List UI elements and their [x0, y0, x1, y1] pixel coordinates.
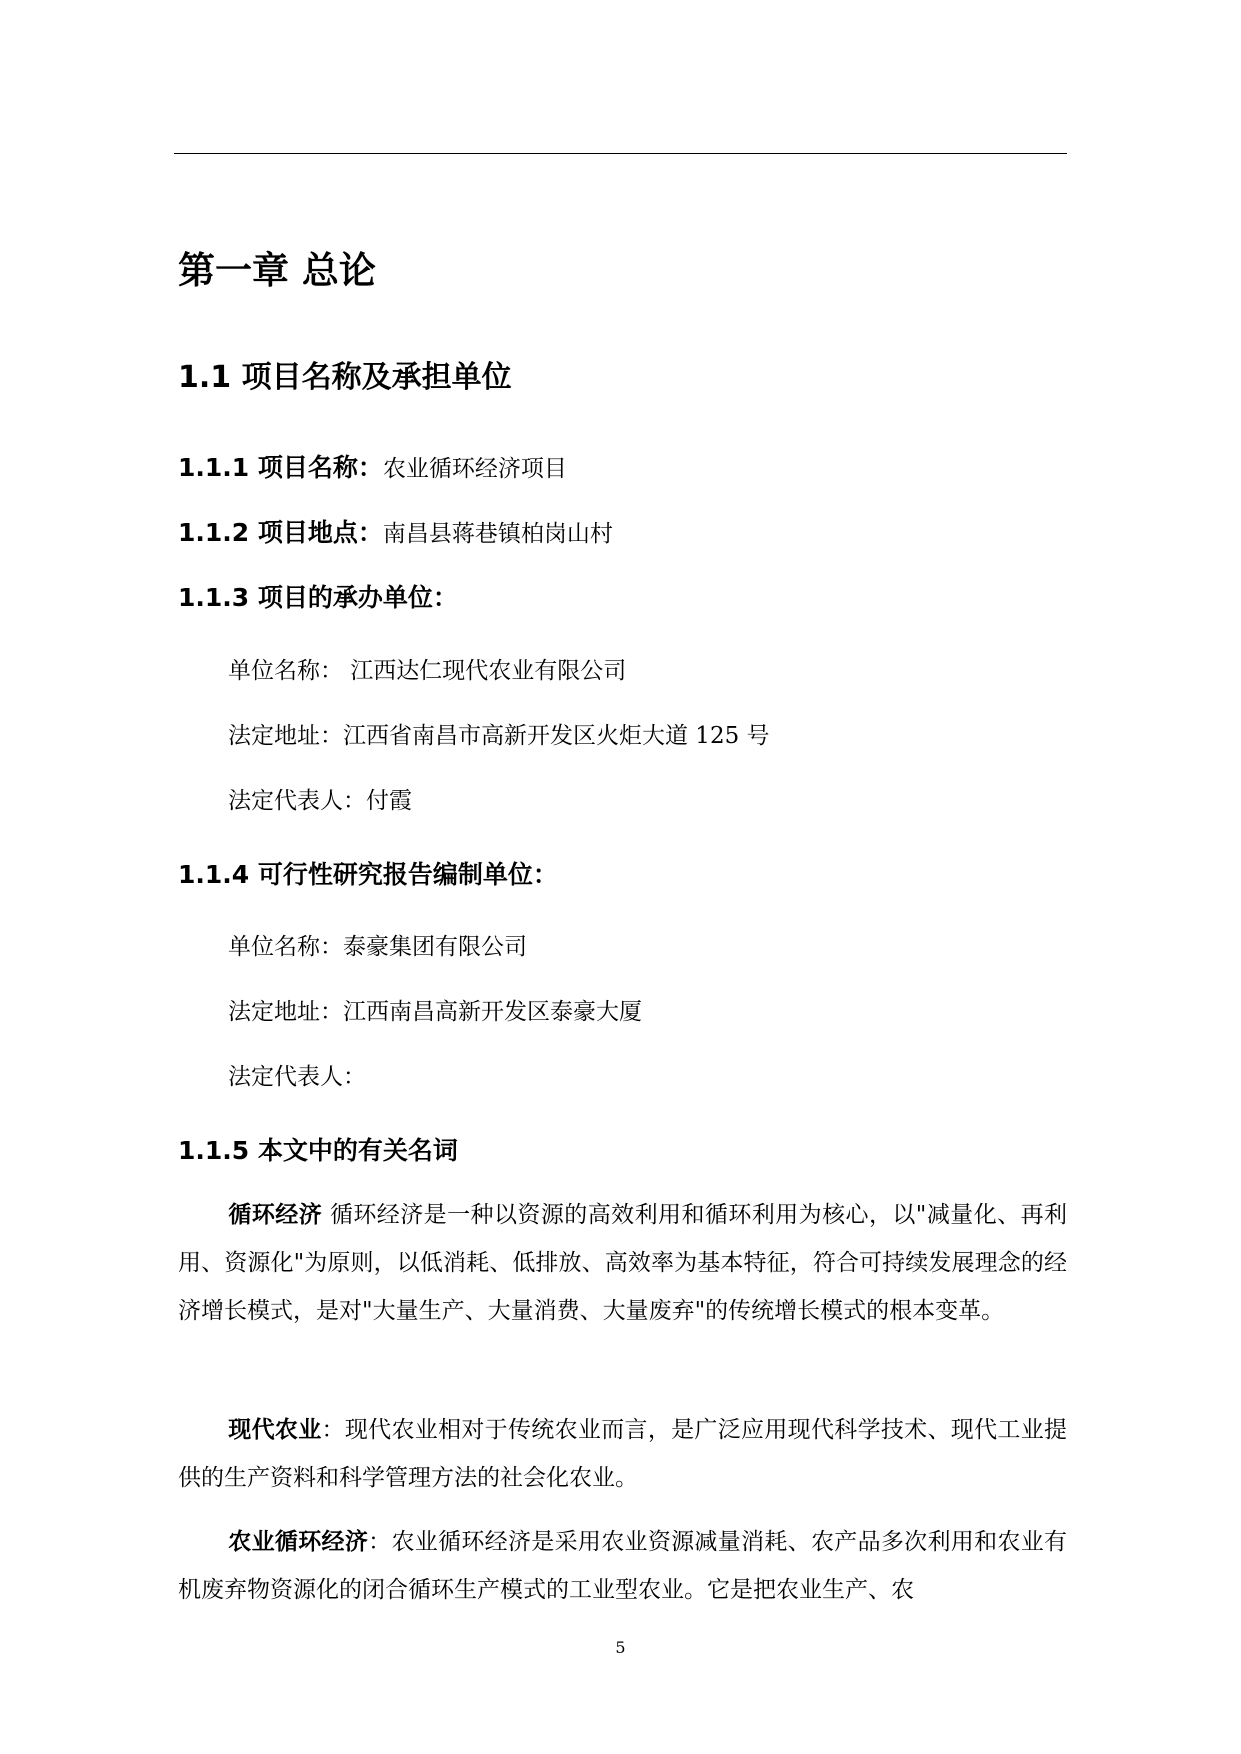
- term-paragraph-circular-economy: [178, 1191, 1067, 1335]
- term-paragraph-agri-circular-economy: 农业循环经济：农业循环经济是采用农业资源减量消耗、农产品多次利用和农业有机废弃物资源化的闭合循环生产模式的工业型农业。它是把农业生产、农: [178, 1529, 1068, 1603]
- term-paragraph-modern-agriculture: 现代农业：现代农业相对于传统农业而言，是广泛应用现代科学技术、现代工业提供的生产资料和科学管理方法的社会化农业。: [178, 1417, 1068, 1491]
- page-number: 5: [615, 1638, 626, 1657]
- term-label: 农业循环经济: [228, 1529, 369, 1555]
- compiler-name: 单位名称：泰豪集团有限公司: [228, 934, 527, 960]
- subsection-1-1-1: [178, 448, 567, 484]
- compiler-representative: 法定代表人：: [228, 1064, 366, 1090]
- term-definition: 农业循环经济是采用农业资源减量消耗、农产品多次利用和农业有机废弃物资源化的闭合循环生产模式的工业型农业。它是把农业生产、农: [178, 1529, 1068, 1603]
- project-name-value: 农业循环经济项目: [382, 456, 567, 482]
- compiler-address: 法定地址：江西南昌高新开发区泰豪大厦: [228, 999, 642, 1025]
- undertaker-representative: 法定代表人：付霞: [228, 788, 412, 814]
- subsection-heading: 1.1.1 项目名称：: [178, 453, 383, 482]
- undertaker-name: 单位名称： 江西达仁现代农业有限公司: [228, 658, 627, 684]
- undertaker-address: 法定地址：江西省南昌市高新开发区火炬大道 125 号: [228, 723, 770, 749]
- project-location-value: 南昌县蒋巷镇柏岗山村: [382, 521, 613, 547]
- header-rule: [174, 153, 1067, 154]
- term-definition: 现代农业相对于传统农业而言，是广泛应用现代科学技术、现代工业提供的生产资料和科学管理方法的社会化农业。: [178, 1417, 1068, 1491]
- chapter-title: 第一章 总论: [178, 249, 376, 292]
- term-label: 现代农业: [228, 1417, 322, 1443]
- subsection-1-1-5: 1.1.5 本文中的有关名词: [178, 1136, 458, 1165]
- subsection-1-1-3: 1.1.3 项目的承办单位：: [178, 583, 458, 612]
- subsection-1-1-2: [178, 513, 613, 549]
- subsection-1-1-4: 1.1.4 可行性研究报告编制单位：: [178, 860, 558, 889]
- term-label: 循环经济: [228, 1202, 323, 1228]
- subsection-heading: 1.1.2 项目地点：: [178, 518, 383, 547]
- section-title: 1.1 项目名称及承担单位: [178, 360, 512, 395]
- term-definition: 循环经济是一种以资源的高效利用和循环利用为核心，以"减量化、再利用、资源化"为原则，以低消耗、低排放、高效率为基本特征，符合可持续发展理念的经济增长模式，是对"大量生产、大量消费、大量废弃"的传统增长模式的根本变革。: [178, 1202, 1068, 1324]
